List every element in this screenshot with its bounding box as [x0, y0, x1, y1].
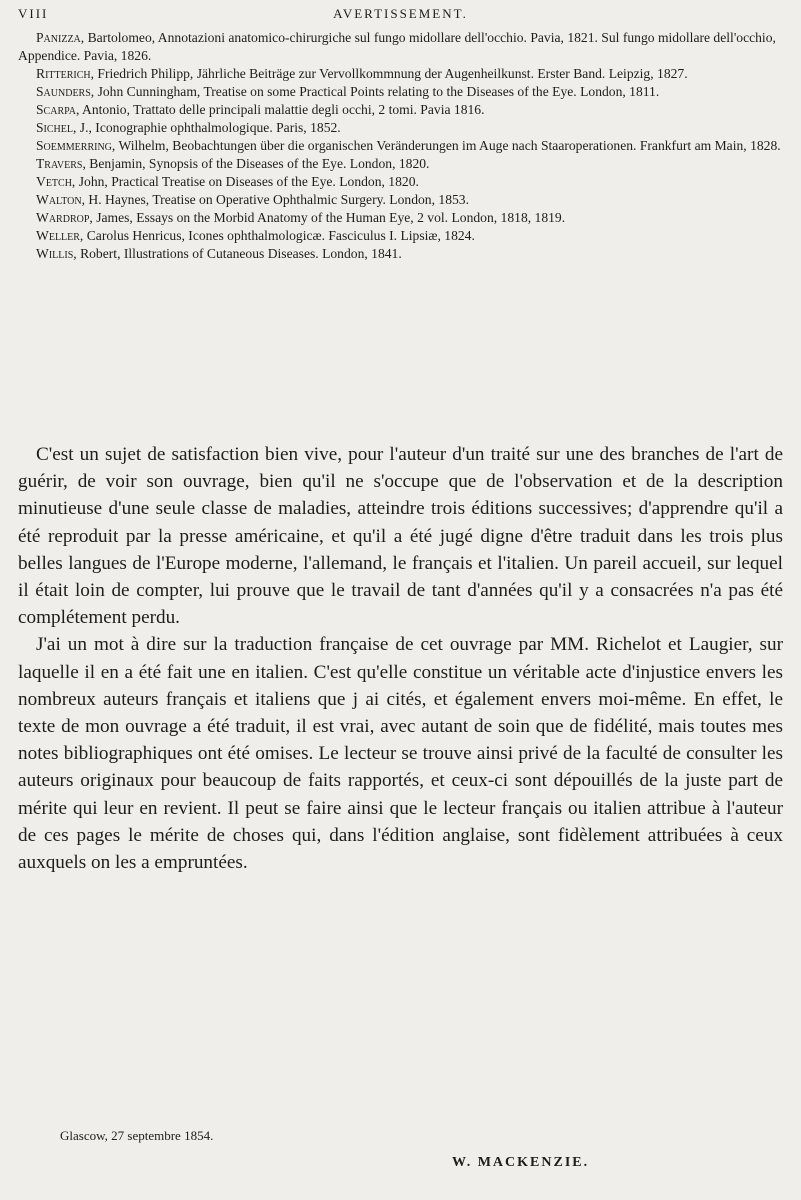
reference-author: Panizza, — [36, 30, 85, 45]
reference-entry — [18, 191, 783, 209]
reference-entry — [18, 155, 783, 173]
place-date: Glascow, 27 septembre 1854. — [60, 1128, 214, 1143]
reference-author: Walton, — [36, 192, 86, 207]
body-text — [18, 441, 783, 876]
reference-entry — [18, 119, 783, 137]
running-head — [18, 6, 783, 24]
reference-author: Scarpa, — [36, 102, 80, 117]
reference-text: Carolus Henricus, Icones ophthalmologicæ. Fasciculus I. Lipsiæ, 1824. — [83, 228, 475, 243]
reference-text: John Cunningham, Treatise on some Practical Points relating to the Diseases of the Eye. London, 1811. — [94, 84, 660, 99]
page-title: AVERTISSEMENT. — [333, 6, 468, 21]
reference-entry — [18, 83, 783, 101]
reference-entry — [18, 173, 783, 191]
reference-text: Bartolomeo, Annotazioni anatomico-chirurgiche sul fungo midollare dell'occhio. Pavia, 1821. Sul fungo midollare dell'occhio, Appendice. Pavia, 1826. — [18, 30, 776, 63]
body-paragraph: J'ai un mot à dire sur la traduction française de cet ouvrage par MM. Richelot et Laugier, sur laquelle il en a été fait une en italien. C'est qu'elle constitue un véritable acte d'injustice envers les nombreux auteurs français et italiens que j ai cités, et également envers moi-même. En effet, le texte de mon ouvrage a été traduit, il est vrai, avec autant de soin que de fidélité, mais toutes mes notes bibliographiques ont été omises. Le lecteur se trouve ainsi privé de la faculté de consulter les auteurs originaux pour beaucoup de faits rapportés, et ceux-ci sont dépouillés de la juste part de mérite qui leur en revient. Il peut se faire ainsi que le lecteur français ou italien attribue à l'auteur de ces pages le mérite de choses qui, dans l'édition anglaise, sont fidèlement attribuées à ceux auxquels on les a empruntées. — [18, 634, 783, 874]
reference-text: Antonio, Trattato delle principali malattie degli occhi, 2 tomi. Pavia 1816. — [79, 102, 485, 117]
body-paragraph: C'est un sujet de satisfaction bien vive, pour l'auteur d'un traité sur une des branches de l'art de guérir, de voir son ouvrage, bien qu'il ne s'occupe que de l'observation et de la description minutieuse d'une seule classe de maladies, atteindre trois éditions successives; d'apprendre qu'il a été reproduit par la presse américaine, et qu'il a été jugé digne d'être traduit dans les trois plus belles langues de l'Europe moderne, l'allemand, le français et l'italien. Un pareil accueil, sur lequel il était loin de compter, lui prouve que le travail de tant d'années qu'il y a consacrées n'a pas été complétement perdu. — [18, 444, 783, 629]
reference-author: Willis, — [36, 246, 77, 261]
reference-author: Weller, — [36, 228, 84, 243]
reference-author: Vetch, — [36, 174, 76, 189]
reference-entry — [18, 101, 783, 119]
reference-text: Robert, Illustrations of Cutaneous Diseases. London, 1841. — [76, 246, 402, 261]
reference-author: Soemmerring, — [36, 138, 116, 153]
reference-entry — [18, 227, 783, 245]
reference-author: Saunders, — [36, 84, 95, 99]
reference-entry — [18, 209, 783, 227]
reference-text: James, Essays on the Morbid Anatomy of the Human Eye, 2 vol. London, 1818, 1819. — [92, 210, 566, 225]
reference-text: J., Iconographie ophthalmologique. Paris, 1852. — [76, 120, 341, 135]
reference-entry — [18, 245, 783, 263]
reference-author: Travers, — [36, 156, 86, 171]
reference-author: Ritterich, — [36, 66, 95, 81]
reference-entry — [18, 137, 783, 155]
reference-author: Wardrop, — [36, 210, 93, 225]
bibliography-list — [18, 29, 783, 263]
reference-text: Friedrich Philipp, Jährliche Beiträge zur Vervollkommnung der Augenheilkunst. Erster Band. Leipzig, 1827. — [94, 66, 688, 81]
reference-text: John, Practical Treatise on Diseases of the Eye. London, 1820. — [75, 174, 419, 189]
reference-text: H. Haynes, Treatise on Operative Ophthalmic Surgery. London, 1853. — [85, 192, 469, 207]
reference-entry — [18, 65, 783, 83]
page-number: VIII — [18, 6, 49, 21]
reference-author: Sichel, — [36, 120, 77, 135]
reference-text: Wilhelm, Beobachtungen über die organischen Veränderungen im Auge nach Staaroperationen. Frankfurt am Main, 1828. — [115, 138, 781, 153]
author-signature: W. MACKENZIE. — [452, 1155, 590, 1170]
reference-text: Benjamin, Synopsis of the Diseases of the Eye. London, 1820. — [85, 156, 430, 171]
reference-entry — [18, 29, 783, 65]
